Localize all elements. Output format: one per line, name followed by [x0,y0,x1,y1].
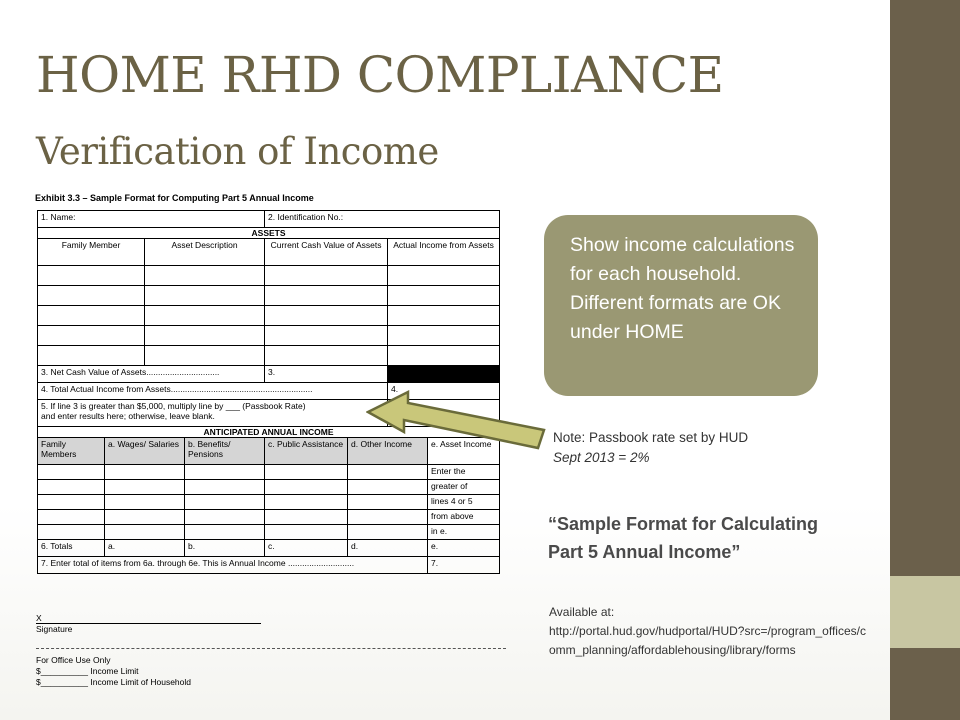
signature-line: X [36,613,261,624]
office-use-block [36,655,191,688]
anticipated-header: ANTICIPATED ANNUAL INCOME [38,427,500,438]
line5-label-cont: and enter results here; otherwise, leave blank. [41,411,215,421]
asset-income-note: greater of [428,480,500,495]
asset-income-note: lines 4 or 5 [428,495,500,510]
line3-box: 3. [265,366,388,383]
asset-income-note: in e. [428,525,500,540]
sample-format-title: “Sample Format for Calculating Part 5 Annual Income” [548,514,819,562]
asset-row [38,266,500,286]
line7-box: 7. [428,557,500,574]
available-label: Available at: [549,605,615,619]
col-benefits: b. Benefits/ Pensions [185,438,265,465]
exhibit-title: Exhibit 3.3 – Sample Format for Computing Part 5 Annual Income [35,193,314,203]
name-field: 1. Name: [38,211,265,228]
slide-title: HOME RHD COMPLIANCE [36,46,724,104]
sidebar-accent-block [890,576,960,648]
availability-info [549,603,869,660]
total-d: d. [348,540,428,557]
note-rate: Sept 2013 = 2% [553,450,650,465]
signature-block [36,613,336,649]
col-cash-value: Current Cash Value of Assets [265,239,388,266]
asset-income-note: Enter the [428,465,500,480]
line4-box: 4. [388,383,500,400]
note-text: Note: Passbook rate set by HUD [553,430,749,445]
total-a: a. [105,540,185,557]
office-use-label: For Office Use Only [36,655,111,665]
asset-row [38,346,500,366]
line3-label: 3. Net Cash Value of Assets............................... [38,366,265,383]
signature-label: Signature [36,624,73,634]
arrow-left-icon [366,390,546,450]
callout-box: Show income calculations for each household. Different formats are OK under HOME [544,215,818,396]
col-asset-description: Asset Description [145,239,265,266]
total-e: e. [428,540,500,557]
asset-income-note: from above [428,510,500,525]
col-family-member: Family Member [38,239,145,266]
totals-label: 6. Totals [38,540,105,557]
passbook-note [553,428,753,468]
id-field: 2. Identification No.: [265,211,500,228]
total-b: b. [185,540,265,557]
total-c: c. [265,540,348,557]
col-asset-income: e. Asset Income [428,438,500,465]
col-wages: a. Wages/ Salaries [105,438,185,465]
col-family-members: Family Members [38,438,105,465]
line3-blackout [388,366,500,383]
line7-label: 7. Enter total of items from 6a. through 6e. This is Annual Income ............................ [38,557,428,574]
line5-label: 5. If line 3 is greater than $5,000, multiply line by ___ (Passbook Rate) [41,401,306,411]
slide-subtitle: Verification of Income [36,130,439,173]
income-limit-line: $__________ Income Limit [36,666,139,676]
asset-row [38,326,500,346]
asset-row [38,306,500,326]
asset-row [38,286,500,306]
line4-label: 4. Total Actual Income from Assets............................................................ [38,383,388,400]
assets-header: ASSETS [38,228,500,239]
household-limit-line: $__________ Income Limit of Household [36,677,191,687]
col-public-assistance: c. Public Assistance [265,438,348,465]
col-other-income: d. Other Income [348,438,428,465]
col-actual-income: Actual Income from Assets [388,239,500,266]
hud-url-link[interactable]: http://portal.hud.gov/hudportal/HUD?src=/program_offices/comm_planning/affordablehousing/library/forms [549,624,866,657]
divider [36,648,506,649]
